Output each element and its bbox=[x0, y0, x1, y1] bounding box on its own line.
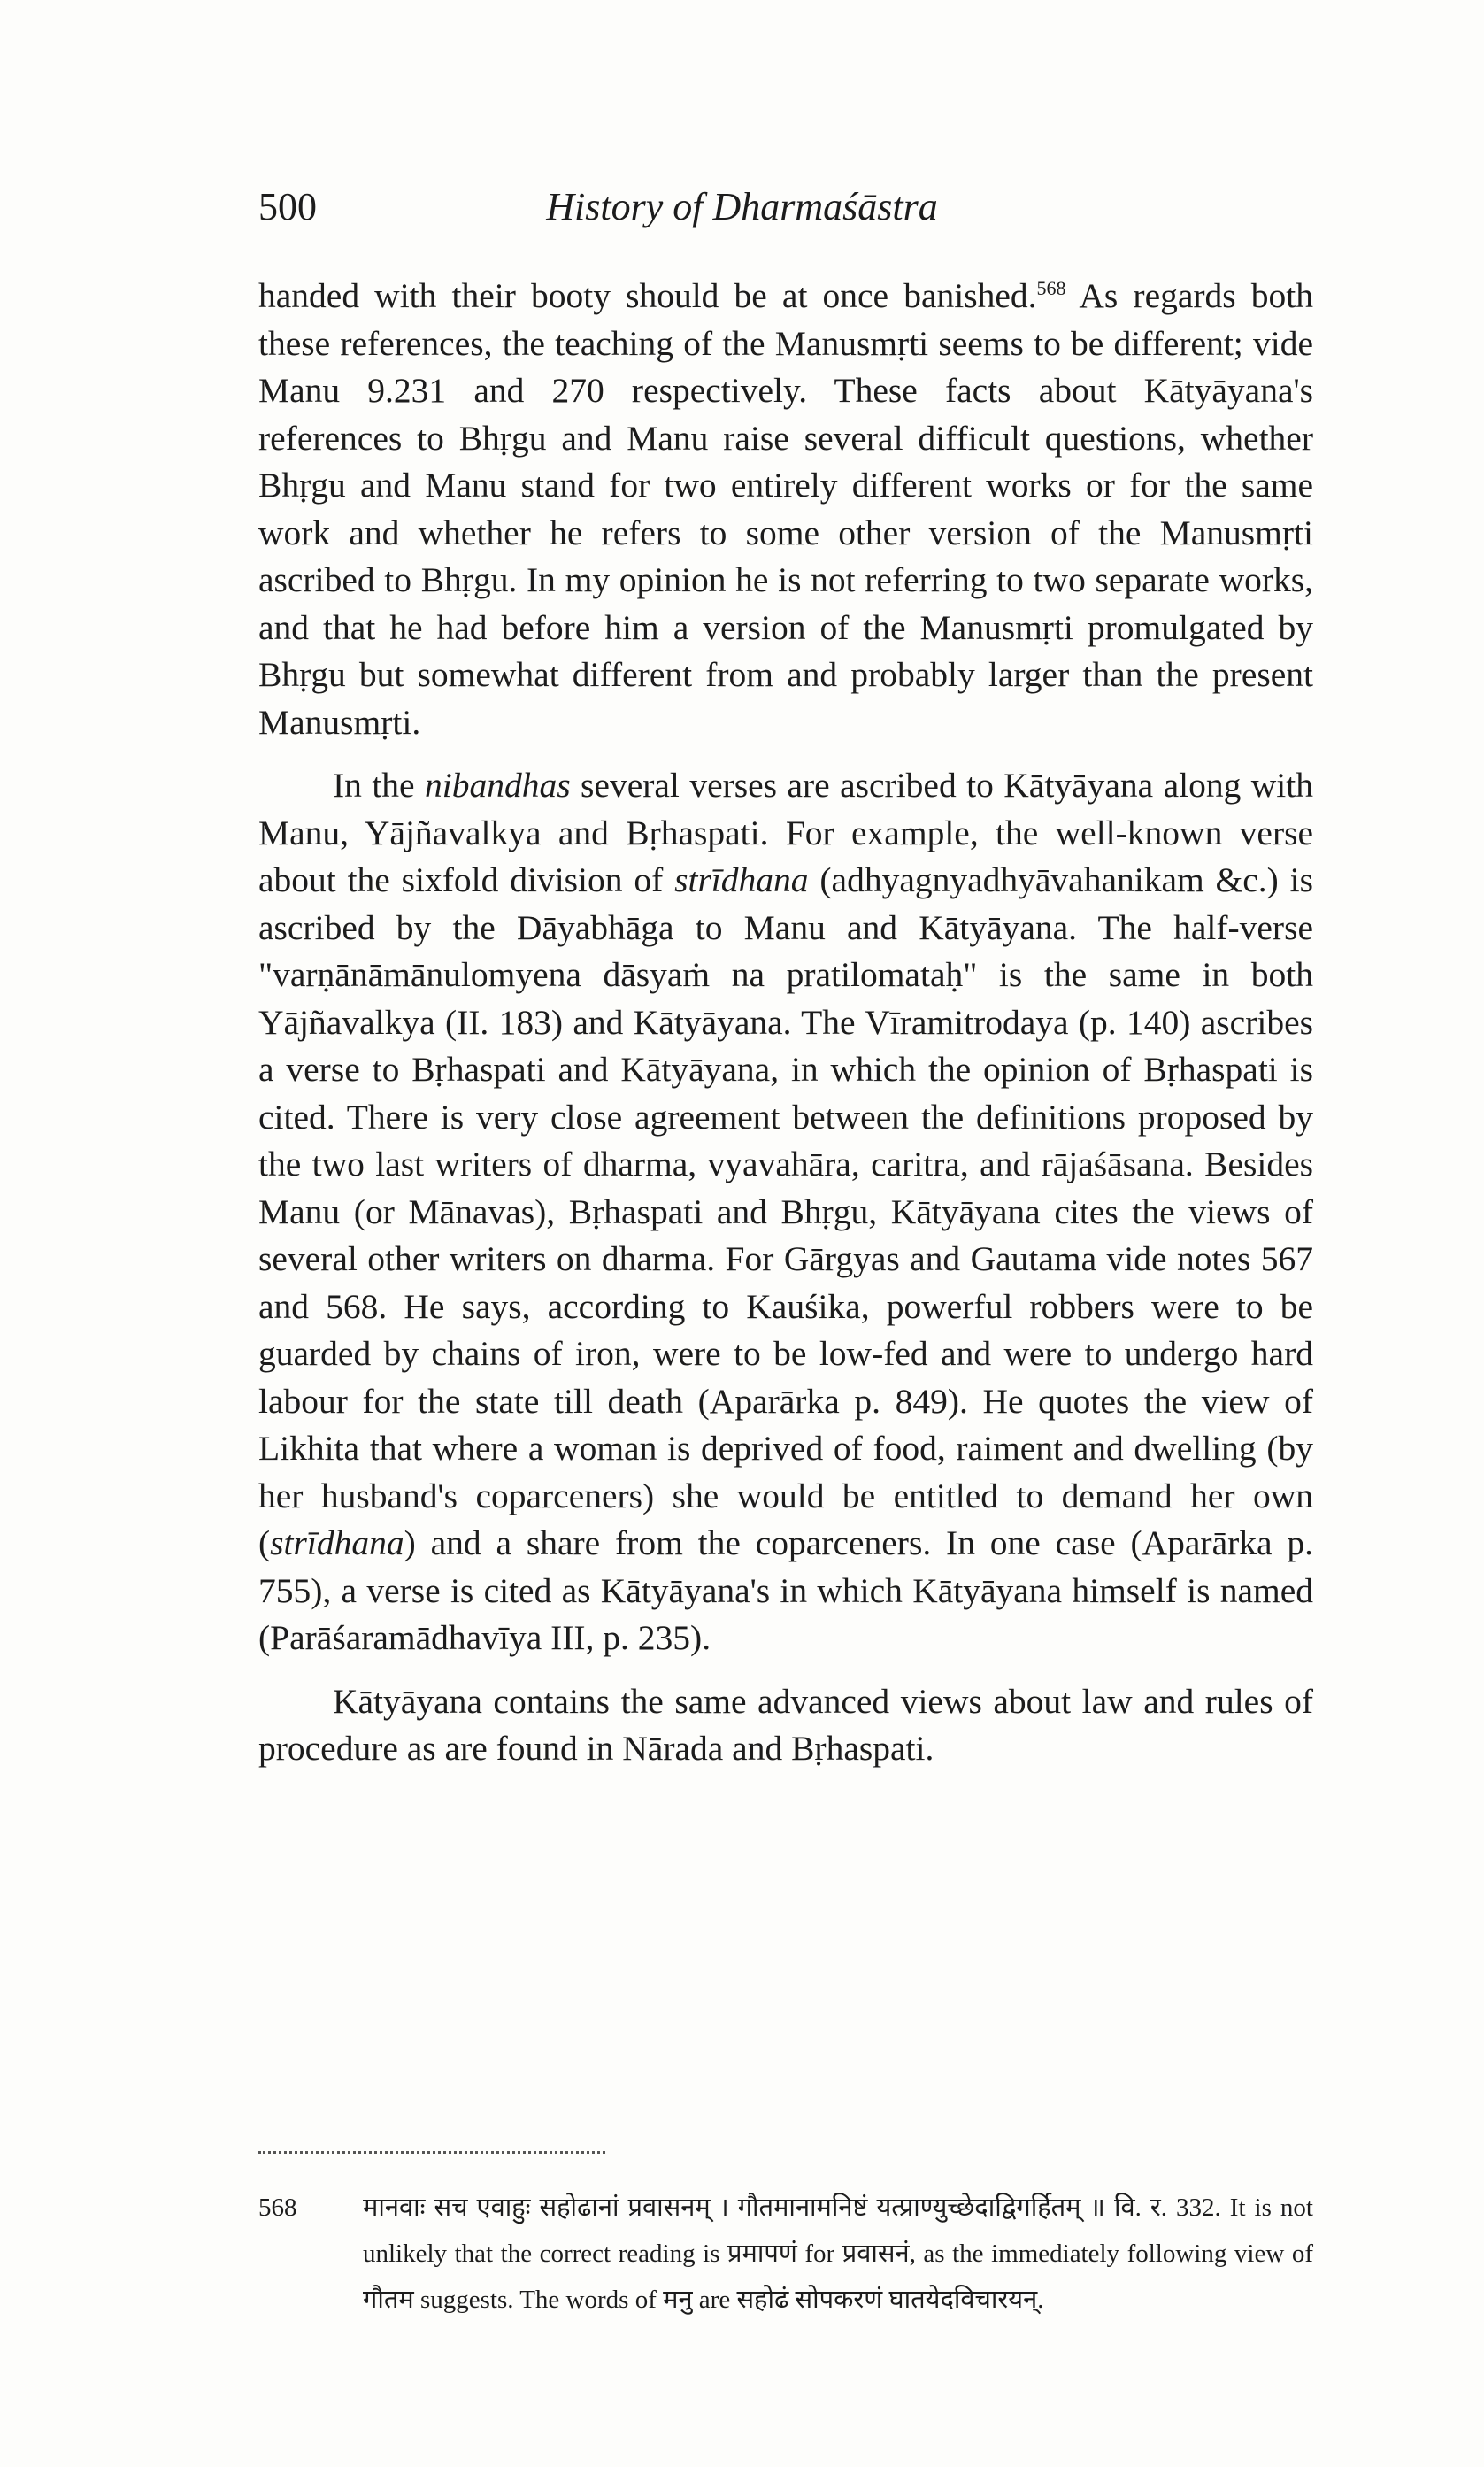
page-number: 500 bbox=[258, 185, 317, 228]
running-head bbox=[258, 184, 1226, 237]
paragraph-3: Kātyāyana contains the same advanced views about law and rules of procedure as are found in Nārada and Bṛhaspati. bbox=[258, 1681, 1313, 1768]
footnote-number: 568 bbox=[258, 2193, 297, 2222]
paragraph-2-text-a: In the bbox=[333, 766, 426, 805]
paragraph-2-text-d: ) and a share from the coparceners. In one case (Aparārka p. 755), a verse is cited as Kātyāyana's in which Kātyāyana himself is named (Parāśaramādhavīya III, p. 235). bbox=[258, 1523, 1313, 1657]
paragraph-1 bbox=[258, 273, 1313, 746]
footnote-text: मानवाः सच एवाहुः सहोढानां प्रवासनम् । गौतमानामनिष्टं यत्प्राण्युच्छेदाद्विगर्हितम् ॥ वि. र. 332. It is not unlikely that the correct reading is प्रमापणं for प्रवासनं, as the immediately following view of गौतम suggests. The words of मनु are सहोढं सोपकरणं घातयेदविचारयन्. bbox=[363, 2193, 1313, 2314]
term-stridhana-2: strīdhana bbox=[270, 1523, 404, 1562]
paragraph-2-text-c: (adhyagnyadhyāvahanikam &c.) is ascribed by the Dāyabhāga to Manu and Kātyāyana. The half-verse "varṇānāmānulomyena dāsyaṁ na pratilomataḥ" is the same in both Yājñavalkya (II. 183) and Kātyāyana. The Vīramitrodaya (p. 140) ascribes a verse to Bṛhaspati and Kātyāyana, in which the opinion of Bṛhaspati is cited. There is very close agreement between the definitions proposed by the two last writers of dharma, vyavahāra, caritra, and rājaśāsana. Besides Manu (or Mānavas), Bṛhaspati and Bhṛgu, Kātyāyana cites the views of several other writers on dharma. For Gārgyas and Gautama vide notes 567 and 568. He says, according to Kauśika, powerful robbers were to be guarded by chains of iron, were to be low-fed and were to undergo hard labour for the state till death (Aparārka p. 849). He quotes the view of Likhita that where a woman is deprived of food, raiment and dwelling (by her husband's coparceners) she would be entitled to demand her own ( bbox=[258, 860, 1313, 1562]
body-text bbox=[258, 273, 1313, 1773]
footnote-ref-568[interactable]: 568 bbox=[1036, 276, 1066, 299]
paragraph-2-text-b: several verses are ascribed to Kātyāyana along with Manu, Yājñavalkya and Bṛhaspati. For example, the well-known verse about the sixfold division of bbox=[258, 766, 1313, 899]
paragraph-2 bbox=[258, 762, 1313, 1662]
term-nibandhas: nibandhas bbox=[425, 766, 571, 805]
footnote-568 bbox=[258, 2185, 1313, 2323]
running-title: History of Dharmaśāstra bbox=[546, 185, 938, 228]
paragraph-1-text-a: handed with their booty should be at once banished. bbox=[258, 276, 1037, 315]
footnote-separator bbox=[258, 2151, 605, 2154]
paragraph-1-text-b: As regards both these references, the teaching of the Manusmṛti seems to be different; vide Manu 9.231 and 270 respectively. These facts about Kātyāyana's references to Bhṛgu and Manu raise several difficult questions, whether Bhṛgu and Manu stand for two entirely different works or for the same work and whether he refers to some other version of the Manusmṛti ascribed to Bhṛgu. In my opinion he is not referring to two separate works, and that he had before him a version of the Manusmṛti promulgated by Bhṛgu but somewhat different from and probably larger than the present Manusmṛti. bbox=[258, 276, 1313, 742]
term-stridhana: strīdhana bbox=[674, 860, 809, 899]
